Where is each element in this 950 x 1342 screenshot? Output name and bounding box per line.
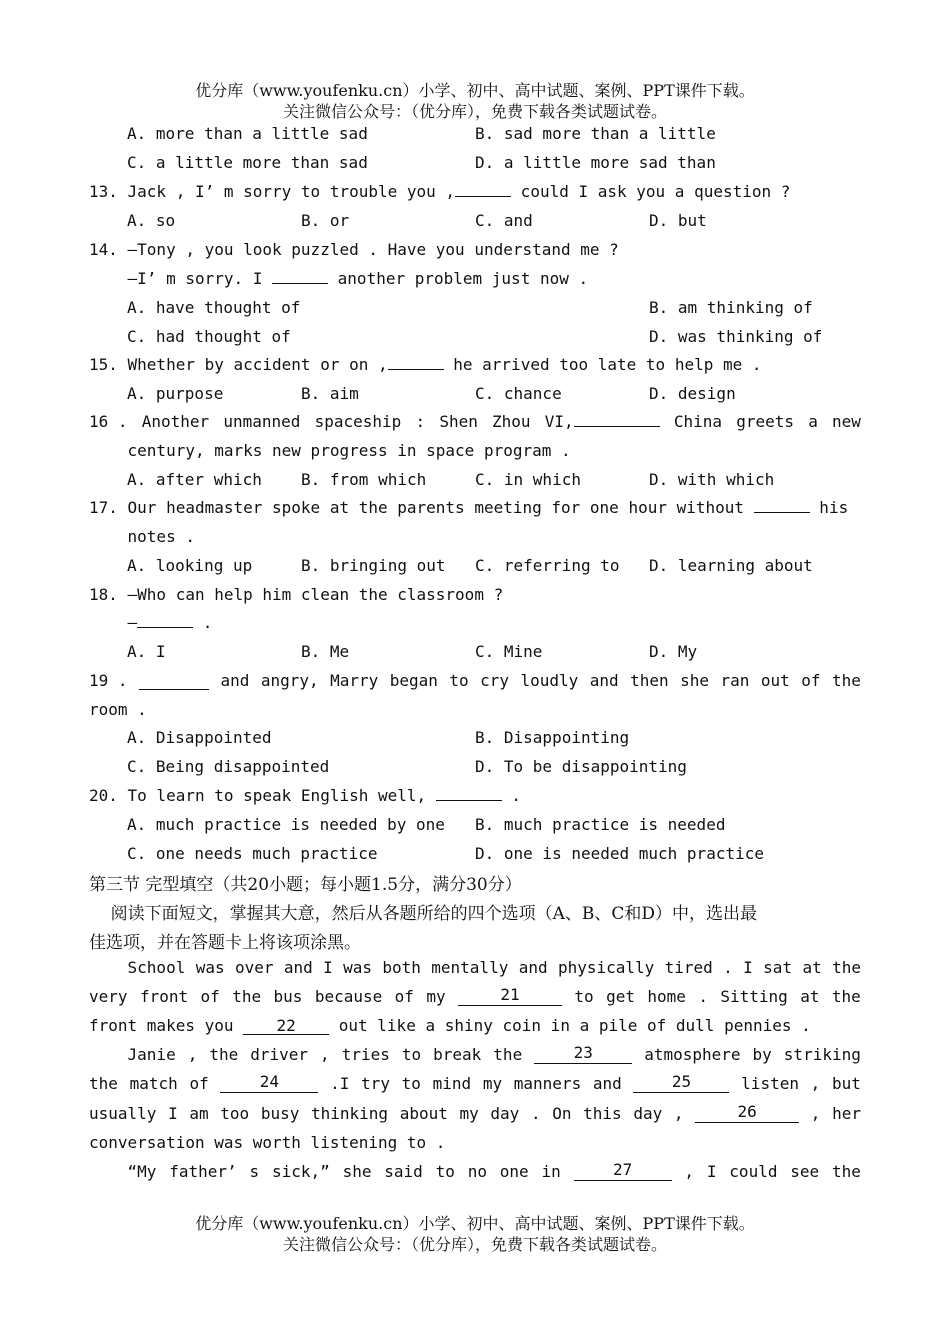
q18-option-a: A. I [127, 642, 166, 661]
q14-reply-part-1: —I’ m sorry. I [89, 269, 273, 288]
passage-word: the [493, 1045, 523, 1064]
passage-word: and [518, 958, 548, 977]
passage-word: bus [273, 987, 303, 1006]
passage-word: my [482, 1074, 503, 1093]
q15-option-b: B. aim [301, 384, 359, 403]
q19-option-c: C. Being disappointed [127, 757, 330, 776]
q18-reply-part-1: — [89, 613, 138, 632]
passage-word: could [729, 1162, 778, 1181]
q16-word: China [673, 412, 723, 431]
passage-word: physically [557, 958, 655, 977]
passage-p2-line-3 [89, 1104, 861, 1123]
passage-word: by [752, 1045, 772, 1064]
passage-word: this [583, 1104, 622, 1123]
passage-word: at [802, 958, 822, 977]
passage-word: she [342, 1162, 372, 1181]
passage-word: , [810, 1104, 821, 1123]
q15-blank[interactable] [388, 369, 444, 370]
passage-word: the [89, 1074, 118, 1093]
q15-stem-part-2: he arrived too late to help me . [443, 355, 762, 374]
passage-word: see [790, 1162, 820, 1181]
passage-word: mind [432, 1074, 472, 1093]
passage-word: . [530, 1104, 541, 1123]
q12-option-d: D. a little more sad than [475, 153, 716, 172]
q16-blank[interactable] [574, 426, 660, 427]
passage-word: was [195, 958, 225, 977]
q13-stem-part-1: 13. Jack , I’ m sorry to trouble you , [89, 182, 456, 201]
q16-word: spaceship [314, 412, 402, 431]
passage-word: to [401, 1074, 421, 1093]
q16-option-d: D. with which [649, 470, 775, 489]
passage-word: sat [763, 958, 793, 977]
passage-word: my [459, 1104, 479, 1123]
passage-word: too [220, 1104, 250, 1123]
q13-blank[interactable] [455, 196, 511, 197]
q13-option-b: B. or [301, 211, 350, 230]
q17-stem-part-1: 17. Our headmaster spoke at the parents meeting for one hour without [89, 498, 754, 517]
passage-word: my [426, 987, 446, 1006]
q20-blank[interactable] [436, 800, 502, 801]
q19-option-d: D. To be disappointing [475, 757, 687, 776]
passage-word: “My [89, 1162, 157, 1181]
passage-word: to [574, 987, 594, 1006]
q19-word: to [449, 671, 469, 690]
q13-stem-part-2: could I ask you a question ? [511, 182, 791, 201]
passage-word: at [800, 987, 820, 1006]
passage-word: the [831, 987, 861, 1006]
q16-word-vi: VI, [544, 412, 574, 431]
passage-p1-line-2 [89, 987, 861, 1006]
q20-stem-part-1: 20. To learn to speak English well, [89, 786, 436, 805]
passage-word: to [435, 1162, 455, 1181]
q16-word: : [415, 412, 426, 431]
q15-option-a: A. purpose [127, 384, 224, 403]
q13-option-a: A. so [127, 211, 176, 230]
q17-stem-line-1 [89, 498, 848, 517]
q17-option-a: A. looking up [127, 556, 253, 575]
q17-option-d: D. learning about [649, 556, 813, 575]
q15-option-c: C. chance [475, 384, 562, 403]
q20-option-b: B. much practice is needed [475, 815, 726, 834]
passage-word: day [490, 1104, 520, 1123]
q19-stem-line-2: room . [89, 700, 147, 719]
q14-reply-part-2: another problem just now . [328, 269, 589, 288]
q17-option-c: C. referring to [475, 556, 620, 575]
q19-word: loudly [520, 671, 579, 690]
q20-option-c: C. one needs much practice [127, 844, 378, 863]
q17-option-b: B. bringing out [301, 556, 446, 575]
passage-word: very [89, 987, 128, 1006]
blank-25[interactable]: 25 [633, 1074, 729, 1093]
blank-26[interactable]: 26 [695, 1104, 799, 1123]
passage-word: School [89, 958, 186, 977]
q15-option-d: D. design [649, 384, 736, 403]
passage-p2-line-1 [89, 1045, 861, 1064]
q14-blank[interactable] [272, 283, 328, 284]
q16-word: unmanned [223, 412, 301, 431]
passage-word: usually [89, 1104, 157, 1123]
q14-stem: 14. —Tony , you look puzzled . Have you understand me ? [89, 240, 619, 259]
passage-word: match [129, 1074, 178, 1093]
passage-word: striking [783, 1045, 861, 1064]
section-3-instructions-line-2: 佳选项，并在答题卡上将该项涂黑。 [89, 933, 361, 953]
q19-word: the [832, 671, 861, 690]
passage-word: try [361, 1074, 390, 1093]
passage-word: . [698, 987, 708, 1006]
section-3-title: 第三节 完型填空（共20小题；每小题1.5分，满分30分） [89, 875, 522, 895]
footer-line-2: 关注微信公众号：（优分库），免费下载各类试题试卷。 [282, 1235, 667, 1254]
passage-word: sick,” [271, 1162, 330, 1181]
passage-word: tired [664, 958, 713, 977]
passage-text: out like a shiny coin in a pile of dull pennies . [329, 1016, 811, 1035]
passage-word: home [647, 987, 686, 1006]
passage-word: mentally [431, 958, 509, 977]
passage-word: her [832, 1104, 861, 1123]
q19-word: ran [720, 671, 750, 690]
q16-option-b: B. from which [301, 470, 427, 489]
q20-option-a: A. much practice is needed by one [127, 815, 445, 834]
q17-blank[interactable] [754, 512, 810, 513]
q16-word: new [832, 412, 861, 431]
q14-reply [89, 269, 588, 288]
header-line-2: 关注微信公众号：（优分库），免费下载各类试题试卷。 [282, 102, 667, 121]
q16-word: greets [736, 412, 794, 431]
passage-word: of [189, 1074, 209, 1093]
passage-word: said [384, 1162, 423, 1181]
passage-word: atmosphere [644, 1045, 741, 1064]
passage-word: both [382, 958, 421, 977]
passage-word: but [831, 1074, 861, 1093]
blank-22[interactable]: 22 [243, 1018, 329, 1035]
passage-word: no [467, 1162, 487, 1181]
q18-reply-part-2: . [193, 613, 213, 632]
passage-word: thinking [310, 1104, 389, 1123]
q19-word: she [680, 671, 710, 690]
q12-option-c: C. a little more than sad [127, 153, 368, 172]
q15-stem-part-1: 15. Whether by accident or on , [89, 355, 388, 374]
footer-line-1: 优分库（www.youfenku.cn）小学、初中、高中试题、案例、PPT课件下载。 [195, 1214, 755, 1233]
q12-option-a: A. more than a little sad [127, 124, 368, 143]
passage-word: , [187, 1045, 198, 1064]
passage-word: one [499, 1162, 529, 1181]
q16-word: Zhou [492, 412, 531, 431]
blank-27[interactable]: 27 [574, 1162, 672, 1181]
passage-word: tries [341, 1045, 390, 1064]
q19-word: cry [480, 671, 510, 690]
passage-word: the [209, 1045, 239, 1064]
blank-24[interactable]: 24 [220, 1074, 318, 1093]
passage-word: in [541, 1162, 561, 1181]
q18-blank[interactable] [137, 627, 193, 628]
q19-word: of [801, 671, 821, 690]
q16-stem-line-1 [89, 412, 861, 431]
q13-option-c: C. and [475, 211, 533, 230]
passage-word: .I [330, 1074, 350, 1093]
passage-word: s [249, 1162, 260, 1181]
q16-stem-line-2: century, marks new progress in space program . [89, 441, 571, 460]
q16-word: Shen [439, 412, 478, 431]
q19-word: began [389, 671, 438, 690]
passage-text: front makes you [89, 1016, 244, 1035]
q14-option-a: A. have thought of [127, 298, 301, 317]
q19-word: Marry [330, 671, 379, 690]
q17-stem-line-2: notes . [89, 527, 195, 546]
q19-word: out [760, 671, 790, 690]
blank-23[interactable]: 23 [534, 1045, 632, 1064]
passage-word: , [810, 1074, 821, 1093]
passage-p2-line-4: conversation was worth listening to . [89, 1133, 446, 1152]
q19-word: and [589, 671, 619, 690]
passage-word: Janie [89, 1045, 176, 1064]
q18-stem: 18. —Who can help him clean the classroom ? [89, 585, 504, 604]
q16-word: a [808, 412, 818, 431]
passage-word: On [552, 1104, 572, 1123]
q16-option-c: C. in which [475, 470, 581, 489]
q19-word: then [630, 671, 669, 690]
passage-word: break [433, 1045, 482, 1064]
q17-stem-part-2: his [809, 498, 849, 517]
q16-word: Another [141, 412, 210, 431]
passage-word: the [832, 1162, 861, 1181]
passage-word: day [633, 1104, 663, 1123]
q16-word [545, 412, 660, 431]
q14-option-d: D. was thinking of [649, 327, 823, 346]
passage-word: , [684, 1162, 695, 1181]
q19-blank[interactable] [139, 671, 209, 690]
blank-21[interactable]: 21 [458, 987, 562, 1006]
header-line-1: 优分库（www.youfenku.cn）小学、初中、高中试题、案例、PPT课件下载。 [195, 81, 755, 100]
q19-word: and [220, 671, 250, 690]
q13-stem [89, 182, 790, 201]
q14-option-b: B. am thinking of [649, 298, 813, 317]
q18-option-c: C. Mine [475, 642, 543, 661]
passage-word: to [401, 1045, 422, 1064]
passage-word: . [723, 958, 733, 977]
passage-word: I [323, 958, 333, 977]
passage-word: front [139, 987, 189, 1006]
passage-word: I [706, 1162, 717, 1181]
q19-number: 19 . [89, 671, 128, 690]
passage-word: manners [513, 1074, 582, 1093]
q16-option-a: A. after which [127, 470, 262, 489]
passage-word: father’ [169, 1162, 237, 1181]
q12-option-b: B. sad more than a little [475, 124, 716, 143]
passage-word: I [168, 1104, 178, 1123]
passage-p3-line-1 [89, 1162, 861, 1181]
passage-word: because [314, 987, 383, 1006]
q18-reply [89, 613, 212, 632]
q18-option-b: B. Me [301, 642, 350, 661]
q20-stem-part-2: . [501, 786, 522, 805]
passage-word: , [673, 1104, 684, 1123]
passage-word: over [234, 958, 274, 977]
passage-p2-line-2 [89, 1074, 861, 1093]
passage-word: , [320, 1045, 330, 1064]
passage-word: get [606, 987, 635, 1006]
passage-word: of [200, 987, 220, 1006]
q13-option-d: D. but [649, 211, 707, 230]
passage-word: I [743, 958, 753, 977]
q19-option-b: B. Disappointing [475, 728, 630, 747]
passage-word: about [399, 1104, 448, 1123]
passage-word: busy [260, 1104, 300, 1123]
passage-word: and [283, 958, 313, 977]
passage-word: of [394, 987, 414, 1006]
q18-option-d: D. My [649, 642, 698, 661]
passage-word: and [592, 1074, 622, 1093]
passage-word: Sitting [720, 987, 788, 1006]
q20-stem [89, 786, 521, 805]
passage-word: was [343, 958, 373, 977]
passage-word: the [832, 958, 861, 977]
q16-word: 16 . [89, 412, 128, 431]
passage-word: am [189, 1104, 209, 1123]
passage-p1-line-3 [89, 1016, 811, 1035]
q14-option-c: C. had thought of [127, 327, 291, 346]
passage-word: listen [741, 1074, 799, 1093]
q19-option-a: A. Disappointed [127, 728, 272, 747]
passage-word: driver [250, 1045, 309, 1064]
q19-word: angry, [260, 671, 319, 690]
section-3-instructions-line-1: 阅读下面短文，掌握其大意，然后从各题所给的四个选项（A、B、C和D）中，选出最 [89, 904, 758, 924]
q19-stem-line-1 [89, 671, 861, 690]
q15-stem [89, 355, 762, 374]
passage-word: the [232, 987, 262, 1006]
passage-p1-line-1 [89, 958, 861, 977]
q20-option-d: D. one is needed much practice [475, 844, 764, 863]
